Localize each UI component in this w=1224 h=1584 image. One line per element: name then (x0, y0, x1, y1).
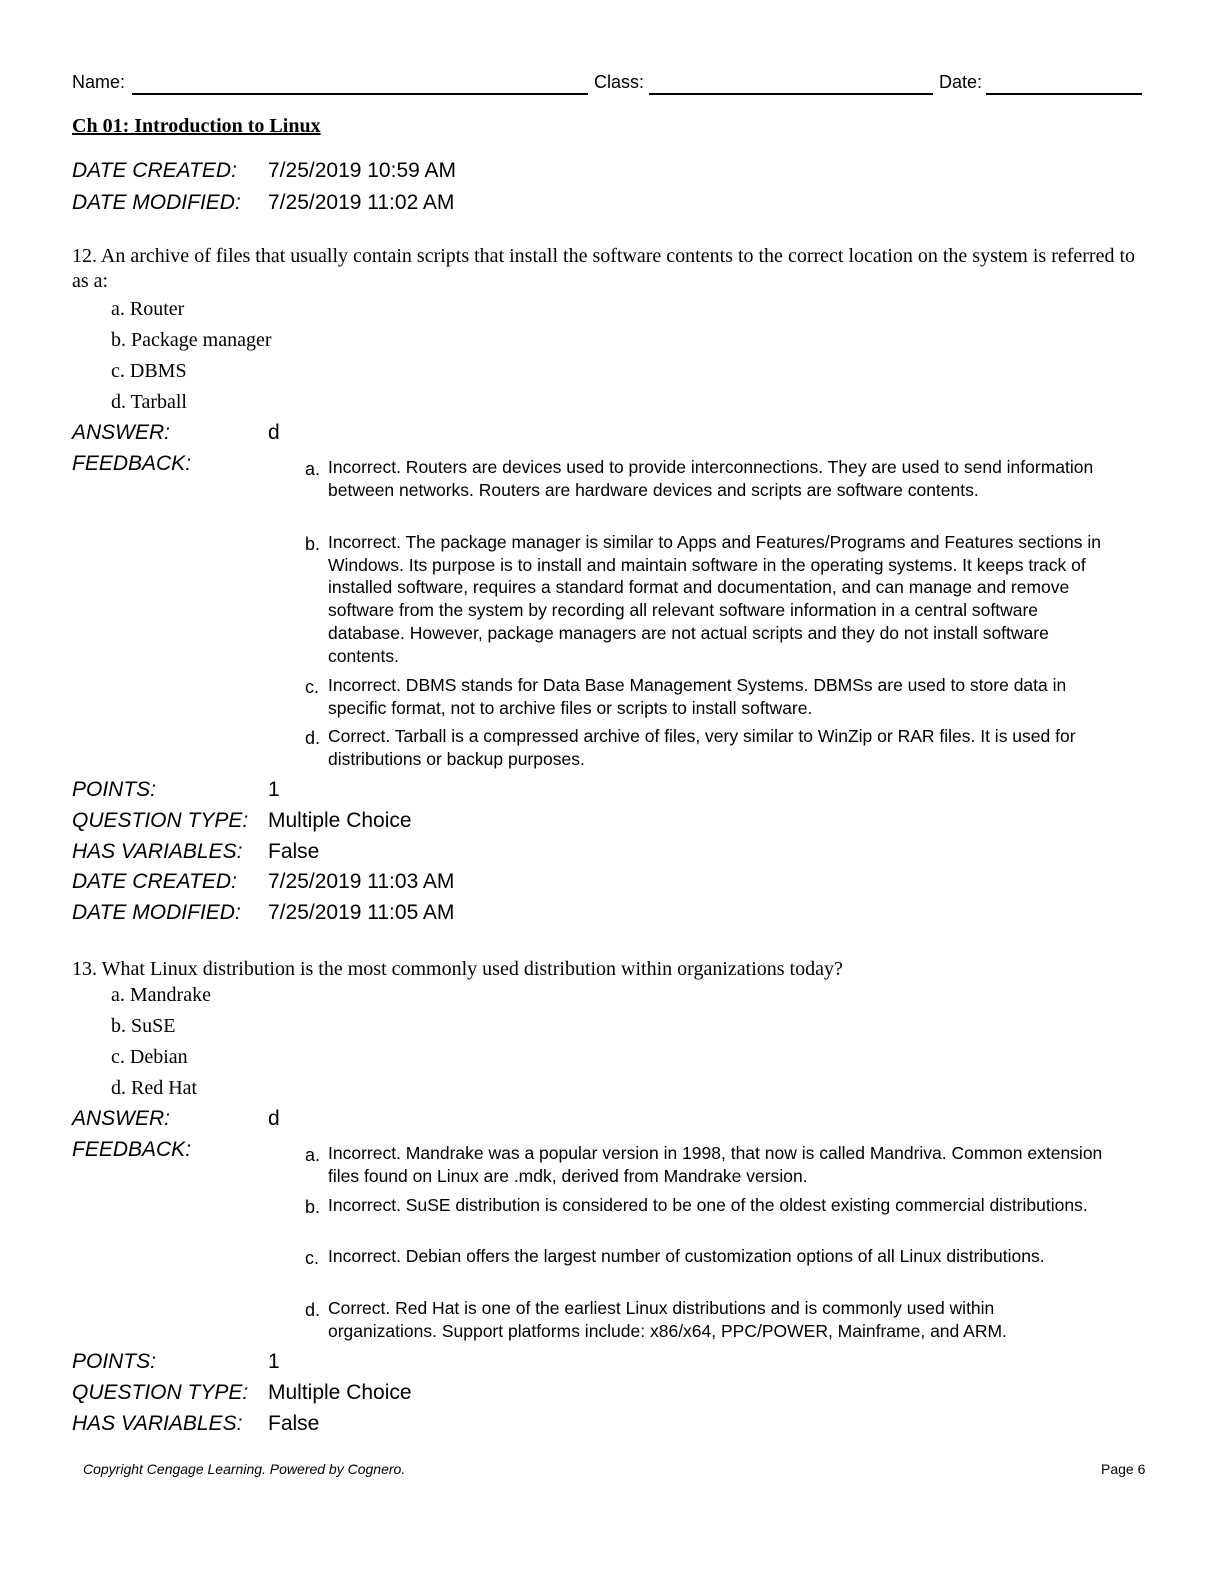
answer-label: ANSWER: (72, 421, 171, 444)
feedback-text: Incorrect. Mandrake was a popular version in 1998, that now is called Mandriva. Common extension files found on Linux are .mdk, derived from Mandrake version. (328, 1143, 1103, 1186)
meta-value: Multiple Choice (268, 809, 412, 832)
meta-value: 7/25/2019 11:03 AM (268, 870, 455, 893)
question-12-option-a: a. Router (111, 298, 185, 320)
feedback-letter: d. (305, 1300, 321, 1320)
meta-value: False (268, 840, 320, 863)
feedback-label: FEEDBACK: (72, 1138, 192, 1161)
feedback-letter: b. (305, 534, 321, 554)
name-label: Name: (72, 72, 126, 92)
meta-value: Multiple Choice (268, 1381, 412, 1404)
feedback-item (305, 674, 1105, 719)
question-12-option-b: b. Package manager (111, 329, 272, 351)
feedback-letter: d. (305, 728, 321, 748)
feedback-letter: c. (305, 677, 320, 697)
question-12-option-d: d. Tarball (111, 391, 187, 413)
answer-value: d (268, 1107, 280, 1130)
footer-page-number: Page 6 (1101, 1461, 1146, 1477)
feedback-text: Incorrect. The package manager is similar to Apps and Features/Programs and Features sections in Windows. Its purpose is to install and maintain software in the operating systems. It keeps track of installed software, requires a standard format and documentation, and can manage and remove software from the system by recording all relevant software information in a central software database. However, package managers are not actual scripts and they do not install software contents. (328, 532, 1101, 666)
feedback-letter: a. (305, 1145, 321, 1165)
answer-value: d (268, 421, 280, 444)
meta-value: 1 (268, 1350, 280, 1373)
meta-key: POINTS: (72, 1350, 157, 1373)
feedback-label: FEEDBACK: (72, 452, 192, 475)
footer-copyright: Copyright Cengage Learning. Powered by Cognero. (83, 1461, 406, 1477)
meta-value: 7/25/2019 11:02 AM (268, 191, 455, 214)
meta-key: POINTS: (72, 778, 157, 801)
feedback-text: Correct. Red Hat is one of the earliest Linux distributions and is commonly used within organizations. Support platforms include: x86/x64, PPC/POWER, Mainframe, and ARM. (328, 1298, 1007, 1341)
feedback-text: Incorrect. Routers are devices used to provide interconnections. They are used to send information between networks. Routers are hardware devices and scripts are software contents. (328, 457, 1094, 500)
question-13-text: 13. What Linux distribution is the most commonly used distribution within organizations today? (72, 958, 843, 980)
feedback-item (305, 531, 1105, 667)
date-label: Date: (939, 72, 983, 92)
header-fields (72, 72, 1142, 98)
feedback-item (305, 1245, 1105, 1268)
feedback-item (305, 1297, 1105, 1342)
meta-key: HAS VARIABLES: (72, 840, 243, 863)
feedback-item (305, 456, 1105, 501)
meta-value: 7/25/2019 11:05 AM (268, 901, 455, 924)
feedback-item (305, 725, 1105, 770)
meta-key: HAS VARIABLES: (72, 1412, 243, 1435)
meta-value: 1 (268, 778, 280, 801)
name-line (132, 93, 588, 95)
question-13-option-b: b. SuSE (111, 1015, 176, 1037)
feedback-letter: b. (305, 1197, 321, 1217)
chapter-title: Ch 01: Introduction to Linux (72, 115, 321, 137)
meta-key: QUESTION TYPE: (72, 1381, 249, 1404)
meta-key: DATE MODIFIED: (72, 901, 241, 924)
question-13-option-a: a. Mandrake (111, 984, 211, 1006)
meta-value: False (268, 1412, 320, 1435)
meta-key: DATE CREATED: (72, 870, 237, 893)
question-13-option-d: d. Red Hat (111, 1077, 198, 1099)
meta-value: 7/25/2019 10:59 AM (268, 159, 456, 182)
question-12-text: 12. An archive of files that usually contain scripts that install the software contents to the correct location on the system is referred to as a: (72, 245, 1136, 292)
meta-key: DATE CREATED: (72, 159, 237, 182)
feedback-letter: a. (305, 459, 321, 479)
meta-key: QUESTION TYPE: (72, 809, 249, 832)
feedback-text: Correct. Tarball is a compressed archive of files, very similar to WinZip or RAR files. It is used for distributions or backup purposes. (328, 726, 1076, 769)
answer-label: ANSWER: (72, 1107, 171, 1130)
date-line (986, 93, 1142, 95)
feedback-item (305, 1142, 1105, 1187)
feedback-item (305, 1194, 1105, 1217)
feedback-text: Incorrect. SuSE distribution is considered to be one of the oldest existing commercial distributions. (328, 1195, 1088, 1215)
meta-key: DATE MODIFIED: (72, 191, 241, 214)
class-line (649, 93, 933, 95)
feedback-text: Incorrect. Debian offers the largest number of customization options of all Linux distributions. (328, 1246, 1045, 1266)
feedback-text: Incorrect. DBMS stands for Data Base Management Systems. DBMSs are used to store data in specific format, not to archive files or scripts to install software. (328, 675, 1067, 718)
class-label: Class: (594, 72, 645, 92)
feedback-letter: c. (305, 1248, 320, 1268)
question-13-option-c: c. Debian (111, 1046, 188, 1068)
question-12-option-c: c. DBMS (111, 360, 187, 382)
